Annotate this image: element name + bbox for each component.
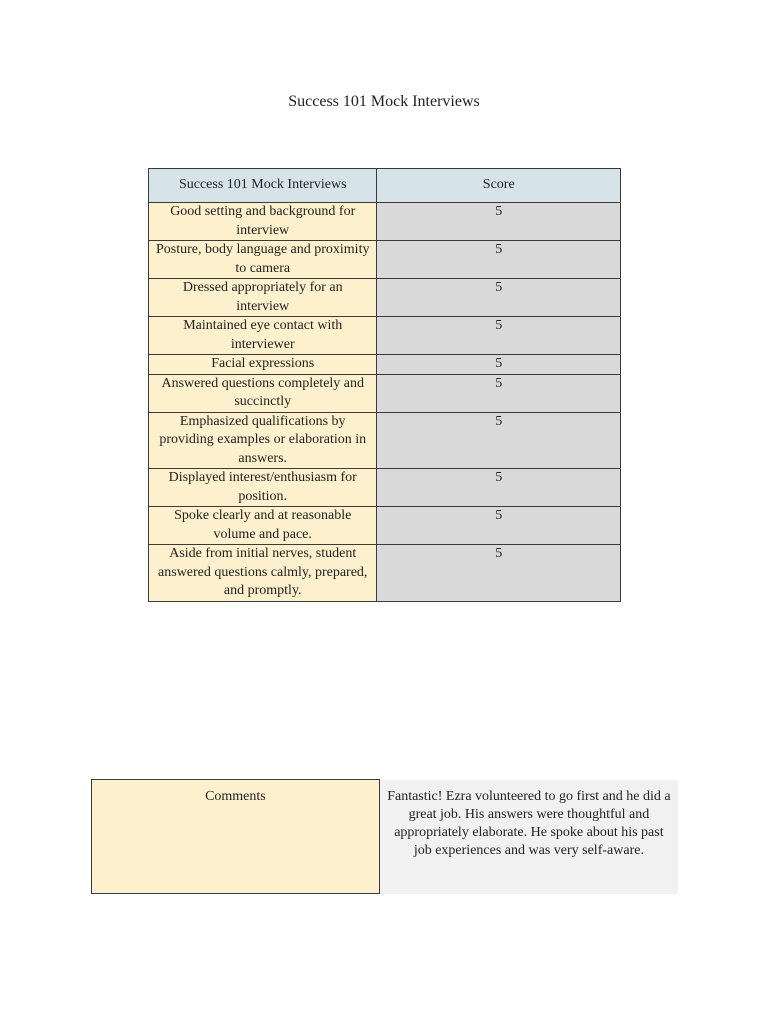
score-cell: 5 <box>377 279 621 317</box>
criterion-cell: Displayed interest/enthusiasm for position. <box>149 469 377 507</box>
table-row <box>149 545 621 602</box>
score-cell: 5 <box>377 355 621 375</box>
criteria-column-header: Success 101 Mock Interviews <box>149 169 377 203</box>
table-row <box>149 355 621 375</box>
criterion-cell: Facial expressions <box>149 355 377 375</box>
criterion-cell: Spoke clearly and at reasonable volume and pace. <box>149 507 377 545</box>
table-row <box>149 374 621 412</box>
score-cell: 5 <box>377 412 621 469</box>
score-cell: 5 <box>377 241 621 279</box>
criterion-cell: Good setting and background for interview <box>149 203 377 241</box>
criterion-cell: Dressed appropriately for an interview <box>149 279 377 317</box>
table-row <box>149 317 621 355</box>
comments-label: Comments <box>92 780 380 894</box>
score-cell: 5 <box>377 545 621 602</box>
comments-row <box>92 780 679 894</box>
criterion-cell: Maintained eye contact with interviewer <box>149 317 377 355</box>
score-cell: 5 <box>377 469 621 507</box>
table-row <box>149 279 621 317</box>
score-cell: 5 <box>377 203 621 241</box>
criterion-cell: Emphasized qualifications by providing examples or elaboration in answers. <box>149 412 377 469</box>
criterion-cell: Posture, body language and proximity to camera <box>149 241 377 279</box>
score-cell: 5 <box>377 507 621 545</box>
comments-text: Fantastic! Ezra volunteered to go first and he did a great job. His answers were thoughtful and appropriately elaborate. He spoke about his past job experiences and was very self-aware. <box>379 780 678 894</box>
table-row <box>149 241 621 279</box>
table-row <box>149 507 621 545</box>
score-table <box>148 168 621 602</box>
criterion-cell: Answered questions completely and succinctly <box>149 374 377 412</box>
table-row <box>149 469 621 507</box>
comments-table <box>91 779 678 894</box>
table-header-row <box>149 169 621 203</box>
table-row <box>149 412 621 469</box>
page-title: Success 101 Mock Interviews <box>288 93 480 110</box>
score-cell: 5 <box>377 374 621 412</box>
criterion-cell: Aside from initial nerves, student answered questions calmly, prepared, and promptly. <box>149 545 377 602</box>
table-row <box>149 203 621 241</box>
score-cell: 5 <box>377 317 621 355</box>
score-column-header: Score <box>377 169 621 203</box>
